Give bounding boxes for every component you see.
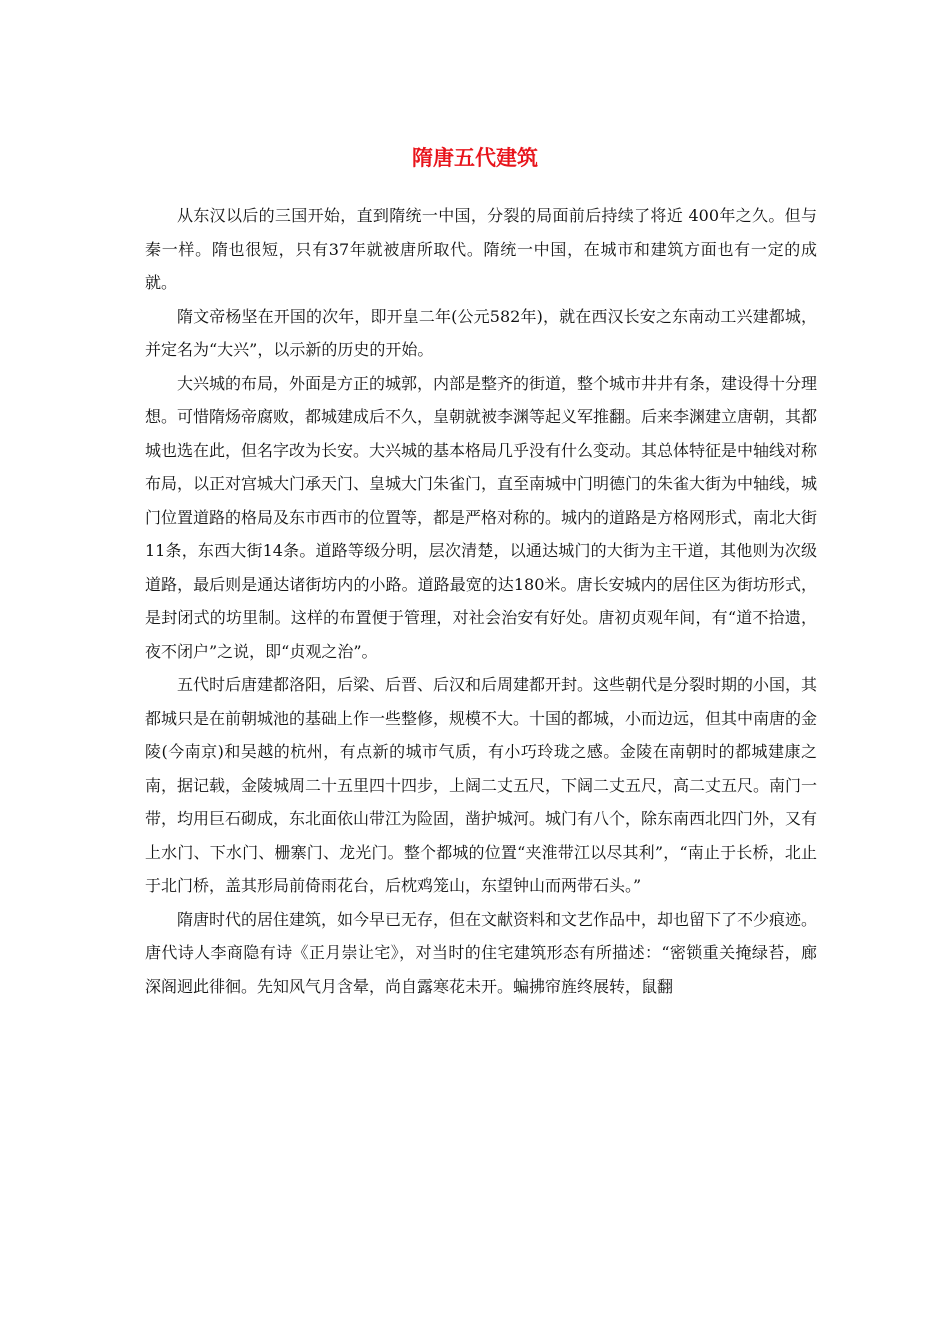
- document-body: [145, 199, 817, 1003]
- paragraph-5: 隋唐时代的居住建筑，如今早已无存，但在文献资料和文艺作品中，却也留下了不少痕迹。唐代诗人李商隐有诗《正月崇让宅》，对当时的住宅建筑形态有所描述：“密锁重关掩绿苔，廊深阁迥此徘徊。先知风气月含晕，尚自露寒花未开。蝙拂帘旌终展转，鼠翻: [145, 909, 818, 996]
- paragraph-2: 隋文帝杨坚在开国的次年，即开皇二年(公元582年)，就在西汉长安之东南动工兴建都城，并定名为“大兴”，以示新的历史的开始。: [145, 306, 817, 359]
- paragraph-1: 从东汉以后的三国开始，直到隋统一中国，分裂的局面前后持续了将近 400年之久。但与秦一样。隋也很短，只有37年就被唐所取代。隋统一中国，在城市和建筑方面也有一定的成就。: [145, 206, 817, 292]
- paragraph-3: 大兴城的布局，外面是方正的城郭，内部是整齐的街道，整个城市井井有条，建设得十分理想。可惜隋炀帝腐败，都城建成后不久，皇朝就被李渊等起义军推翻。后来李渊建立唐朝，其都城也选在此，但名字改为长安。大兴城的基本格局几乎没有什么变动。其总体特征是中轴线对称布局，以正对宫城大门承天门、皇城大门朱雀门，直至南城中门明德门的朱雀大街为中轴线，城门位置道路的格局及东市西市的位置等，都是严格对称的。城内的道路是方格网形式，南北大街11条，东西大街14条。道路等级分明，层次清楚，以通达城门的大街为主干道，其他则为次级道路，最后则是通达诸街坊内的小路。道路最宽的达180米。唐长安城内的居住区为街坊形式，是封闭式的坊里制。这样的布置便于管理，对社会治安有好处。唐初贞观年间，有“道不拾遗，夜不闭户”之说，即“贞观之治”。: [145, 373, 818, 661]
- page-title: 隋唐五代建筑: [412, 145, 538, 170]
- paragraph-4: 五代时后唐建都洛阳，后梁、后晋、后汉和后周建都开封。这些朝代是分裂时期的小国，其都城只是在前朝城池的基础上作一些整修，规模不大。十国的都城，小而边远，但其中南唐的金陵(今南京)和吴越的杭州，有点新的城市气质，有小巧玲珑之感。金陵在南朝时的都城建康之南，据记载，金陵城周二十五里四十四步，上阔二丈五尺，下阔二丈五尺，高二丈五尺。南门一带，均用巨石砌成，东北面依山带江为险固，凿护城河。城门有八个，除东南西北四门外，又有上水门、下水门、栅寨门、龙光门。整个都城的位置“夹淮带江以尽其利”，“南止于长桥，北止于北门桥，盖其形局前倚雨花台，后枕鸡笼山，东望钟山而两带石头。”: [145, 675, 818, 895]
